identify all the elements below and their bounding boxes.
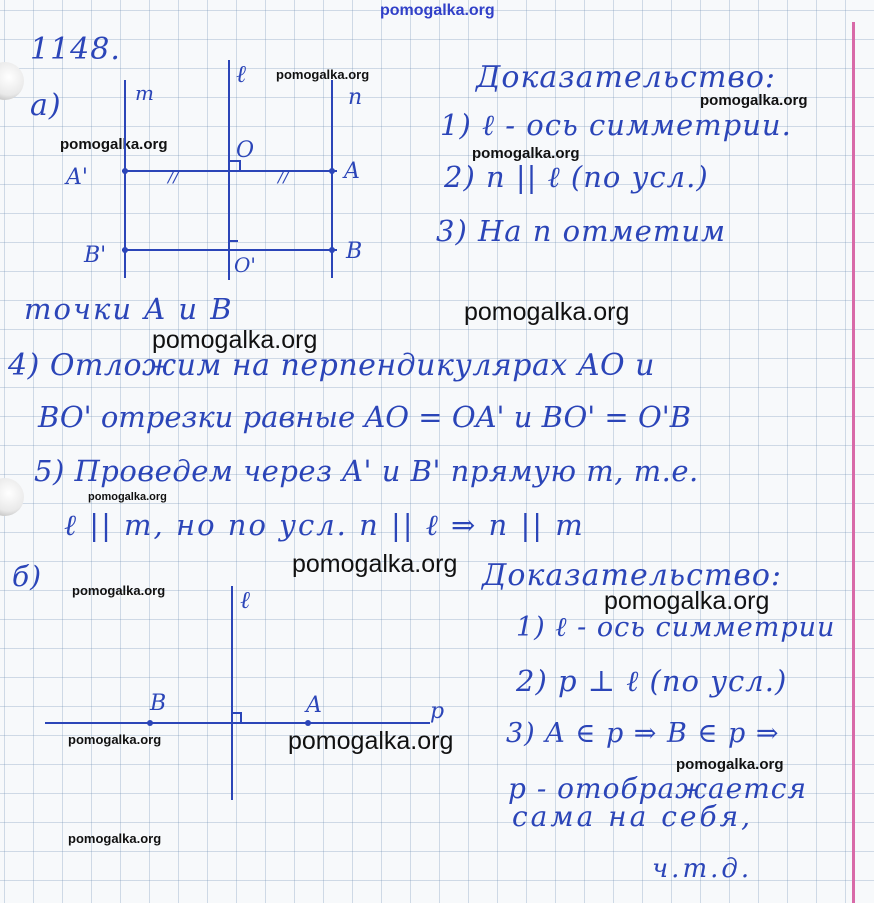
point-a-prime [122, 168, 128, 174]
proof-heading: Доказательство: [482, 558, 783, 593]
watermark: pomogalka.org [380, 2, 495, 19]
proof-heading: Доказательство: [476, 60, 777, 95]
proof-conclusion: ч.т.д. [652, 854, 753, 884]
watermark: pomogalka.org [292, 550, 458, 578]
watermark: pomogalka.org [464, 298, 630, 326]
label-a: A [344, 159, 360, 184]
part-b-label: б) [12, 560, 43, 593]
watermark: pomogalka.org [60, 136, 168, 153]
point-a-b [305, 720, 311, 726]
label-a-prime: A' [66, 165, 88, 190]
watermark: pomogalka.org [472, 145, 580, 162]
watermark: pomogalka.org [276, 67, 370, 82]
label-n: n [348, 85, 363, 110]
label-l-b: ℓ [240, 586, 250, 614]
label-o-prime: O' [234, 253, 256, 277]
proof-step: 5) Проведем через A' и B' прямую m, т.е. [34, 454, 699, 488]
proof-step: 3) A ∈ p ⇒ B ∈ p ⇒ [506, 718, 780, 749]
watermark: pomogalka.org [604, 587, 770, 615]
proof-step: p - отображается [508, 772, 808, 805]
proof-step: 1) ℓ - ось симметрии [516, 612, 836, 643]
label-o: O [236, 138, 255, 163]
watermark: pomogalka.org [676, 756, 784, 773]
label-l: ℓ [236, 60, 246, 88]
watermark: pomogalka.org [72, 583, 166, 598]
watermark: pomogalka.org [288, 727, 454, 755]
watermark: pomogalka.org [88, 491, 167, 503]
problem-number: 1148. [30, 32, 121, 67]
label-m: m [135, 81, 154, 105]
equal-tick: // [168, 167, 179, 186]
point-b-prime [122, 247, 128, 253]
watermark: pomogalka.org [68, 831, 162, 846]
proof-step: 3) На n отметим [436, 214, 727, 248]
label-b: B [346, 239, 363, 264]
proof-step: 1) ℓ - ось симметрии. [440, 108, 792, 142]
watermark: pomogalka.org [700, 92, 808, 109]
part-a-label: а) [30, 88, 62, 123]
proof-step: 2) n || ℓ (по усл.) [444, 160, 709, 194]
proof-step: 4) Отложим на перпендикулярах AO и [8, 348, 655, 383]
watermark: pomogalka.org [68, 732, 162, 747]
proof-step: точки A и B [24, 292, 234, 326]
proof-step: BO' отрезки равные AO = OA' и BO' = O'B [38, 400, 692, 434]
point-b [329, 247, 335, 253]
label-b-b: B [150, 691, 167, 716]
label-b-prime: B' [84, 243, 107, 268]
label-a-b: A [306, 693, 322, 718]
proof-step: ℓ || m, но по усл. n || ℓ ⇒ n || m [64, 508, 585, 542]
point-b-b [147, 720, 153, 726]
watermark: pomogalka.org [152, 326, 318, 354]
proof-step: 2) p ⊥ ℓ (по усл.) [516, 664, 788, 698]
right-angle-mark [232, 713, 241, 723]
point-a [329, 168, 335, 174]
equal-tick: // [278, 167, 289, 186]
proof-step: сама на себя, [512, 800, 754, 833]
label-p: p [430, 699, 445, 724]
